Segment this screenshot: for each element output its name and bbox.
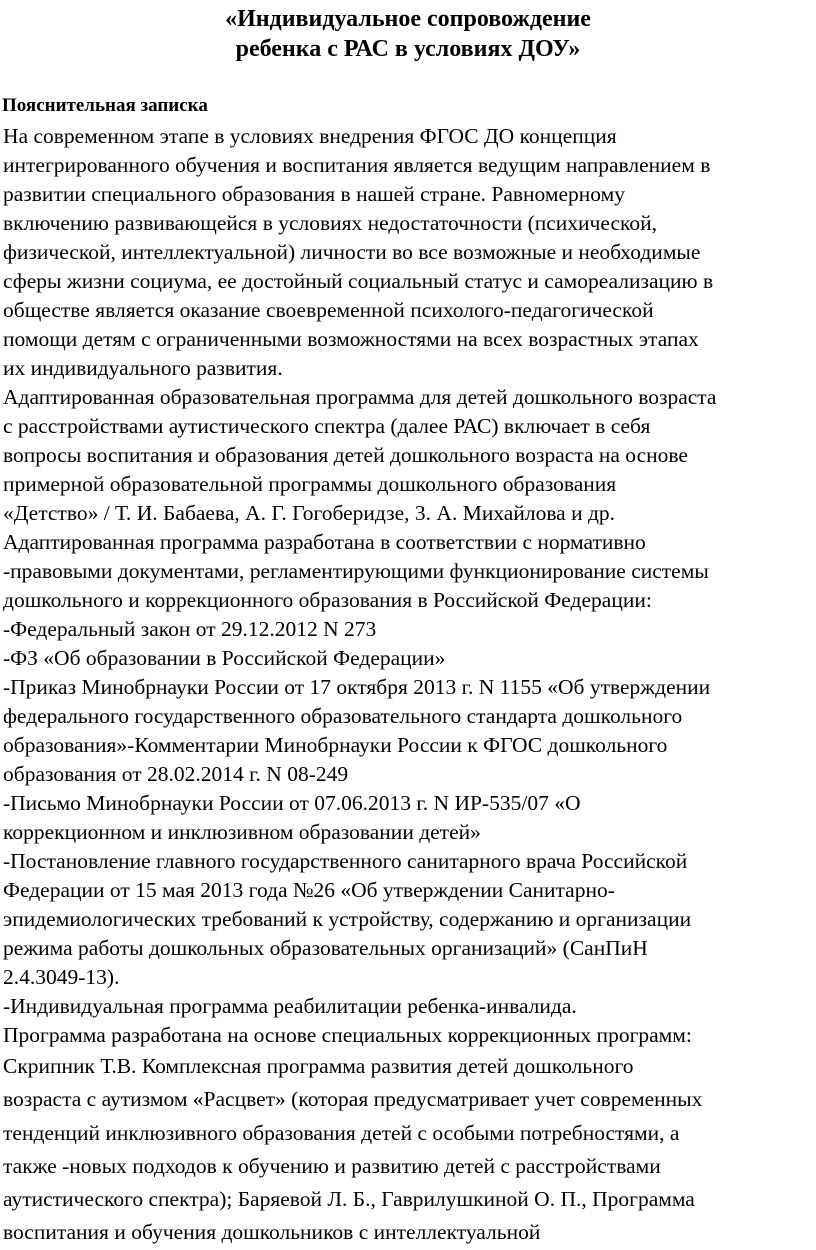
text-line: режима работы дошкольных образовательных организаций» (СанПиН [3, 936, 648, 960]
text-line: также -новых подходов к обучению и развитию детей с расстройствами [3, 1153, 661, 1178]
text-line: помощи детям с ограниченными возможностями на всех возрастных этапах [3, 327, 699, 351]
text-line: -Приказ Минобрнауки России от 17 октября 2013 г. N 1155 «Об утверждении [3, 675, 711, 699]
text-line: -Письмо Минобрнауки России от 07.06.2013 г. N ИР-535/07 «О [3, 791, 581, 815]
text-line: интегрированного обучения и воспитания является ведущим направлением в [3, 153, 711, 177]
text-line: «Детство» / Т. И. Бабаева, А. Г. Гогоберидзе, 3. А. Михайлова и др. [3, 501, 616, 525]
text-line: На современном этапе в условиях внедрения ФГОС ДО концепция [3, 124, 617, 148]
text-line: коррекционном и инклюзивном образовании детей» [3, 820, 481, 844]
text-line: тенденций инклюзивного образования детей с особыми потребностями, а [3, 1120, 680, 1145]
text-line: -Федеральный закон от 29.12.2012 N 273 [3, 617, 377, 641]
text-line: Программа разработана на основе специальных коррекционных программ: [3, 1023, 692, 1047]
text-line: сферы жизни социума, ее достойный социальный статус и самореализацию в [3, 269, 714, 293]
text-line: Скрипник Т.В. Комплексная программа развития детей дошкольного [3, 1054, 634, 1078]
text-line: развитии специального образования в нашей стране. Равномерному [3, 182, 625, 206]
body-text [3, 122, 816, 1250]
text-line: физической, интеллектуальной) личности во все возможные и необходимые [3, 240, 701, 264]
text-line: эпидемиологических требований к устройству, содержанию и организации [3, 907, 692, 931]
text-line: образования от 28.02.2014 г. N 08-249 [3, 762, 349, 786]
text-line: федерального государственного образовательного стандарта дошкольного [3, 704, 683, 728]
document-title [0, 4, 816, 64]
text-line: их индивидуального развития. [3, 356, 283, 380]
text-line: образования»-Комментарии Минобрнауки России к ФГОС дошкольного [3, 733, 668, 757]
title-line: ребенка с РАС в условиях ДОУ» [235, 36, 581, 62]
text-line: вопросы воспитания и образования детей дошкольного возраста на основе [3, 443, 688, 467]
text-line: -ФЗ «Об образовании в Российской Федерации» [3, 646, 446, 670]
text-line: -правовыми документами, регламентирующими функционирование системы [3, 559, 709, 583]
text-line: Адаптированная программа разработана в соответствии с нормативно [3, 530, 646, 554]
text-line: Федерации от 15 мая 2013 года №26 «Об утверждении Санитарно- [3, 878, 615, 902]
text-line: примерной образовательной программы дошкольного образования [3, 472, 617, 496]
text-line: воспитания и обучения дошкольников с интеллектуальной [3, 1220, 541, 1245]
text-line: Адаптированная образовательная программа для детей дошкольного возраста [3, 385, 717, 409]
text-line: -Индивидуальная программа реабилитации ребенка-инвалида. [3, 994, 577, 1018]
text-line: включению развивающейся в условиях недостаточности (психической, [3, 211, 657, 235]
section-heading: Пояснительная записка [2, 95, 208, 116]
text-line: дошкольного и коррекционного образования в Российской Федерации: [3, 588, 652, 612]
text-line: обществе является оказание своевременной психолого-педагогической [3, 298, 654, 322]
title-line: «Индивидуальное сопровождение [225, 6, 591, 32]
text-line: аутистического спектра); Баряевой Л. Б., Гаврилушкиной О. П., Программа [3, 1187, 695, 1212]
text-line: с расстройствами аутистического спектра (далее РАС) включает в себя [3, 414, 651, 438]
text-line: возраста с аутизмом «Расцвет» (которая предусматривает учет современных [3, 1087, 703, 1112]
text-line: -Постановление главного государственного санитарного врача Российской [3, 849, 688, 873]
text-line: 2.4.3049-13). [3, 965, 120, 989]
